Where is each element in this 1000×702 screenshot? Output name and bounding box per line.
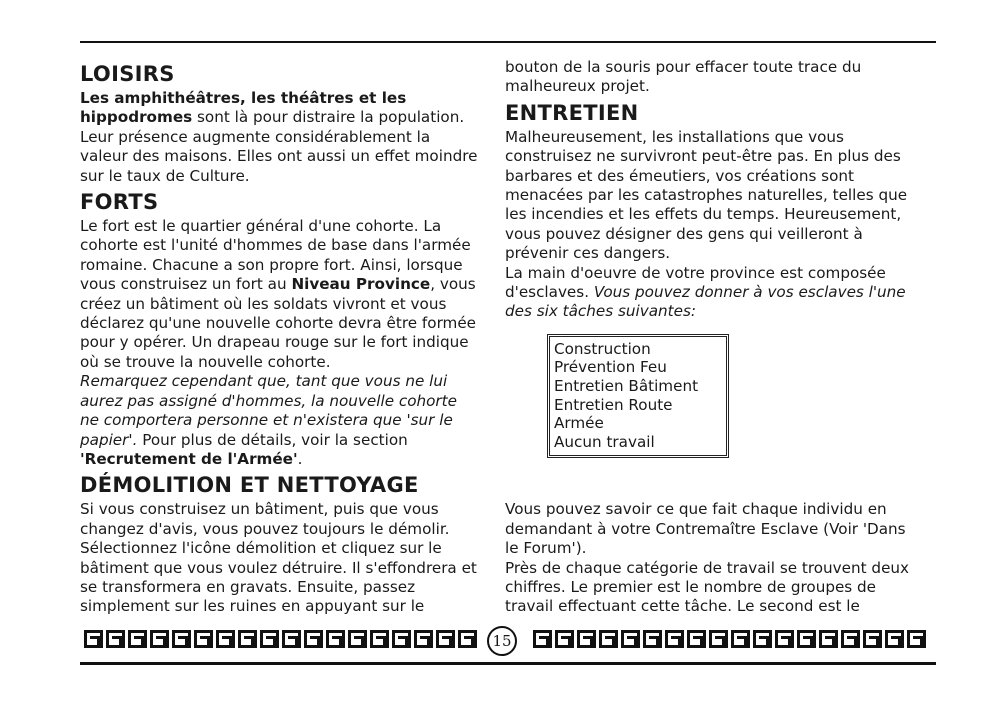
- greek-key-motif: [775, 630, 794, 648]
- entretien-p2-text: La main d'oeuvre de votre province est composée d'esclaves.: [505, 263, 886, 302]
- task-item: Construction: [554, 339, 651, 358]
- greek-key-motif: [128, 630, 147, 648]
- forts-italic: [80, 372, 480, 469]
- bottom-rule: [80, 662, 936, 665]
- greek-key-motif: [709, 630, 728, 648]
- greek-key-border-left: [84, 624, 477, 654]
- forts-p1-rest: , vous créez un bâtiment où les soldats vivront et vous déclarez qu'une nouvelle cohorte devra être formée pour y opérer. Un drapeau rouge sur le fort indique où se trouve la nouvelle cohorte.: [80, 275, 477, 371]
- heading-loisirs: LOISIRS: [80, 62, 175, 86]
- greek-key-motif: [172, 630, 191, 648]
- entretien-p1: Malheureusement, les installations que vous construisez ne survivront peut-être pas. En plus des barbares et des émeutiers, vos créations sont menacées par les catastrophes naturelles, telles que les incendies et les effets du temps. Heureusement, vous pouvez désigner des gens qui veilleront à prévenir ces dangers.: [505, 127, 908, 263]
- greek-key-motif: [819, 630, 838, 648]
- greek-key-motif: [599, 630, 618, 648]
- greek-key-motif: [392, 630, 411, 648]
- greek-key-motif: [216, 630, 235, 648]
- greek-key-motif: [414, 630, 433, 648]
- right-column: [505, 58, 915, 617]
- greek-key-motif: [863, 630, 882, 648]
- loisirs-body: sont là pour distraire la population. Leur présence augmente considérablement la valeur des maisons. Elles ont aussi un effet moindre sur le taux de Culture.: [80, 108, 478, 185]
- greek-key-motif: [907, 630, 926, 648]
- greek-key-motif: [797, 630, 816, 648]
- greek-key-motif: [841, 630, 860, 648]
- forts-p1: Le fort est le quartier général d'une cohorte. La cohorte est l'unité d'hommes de base dans l'armée romaine. Chacune a son propre fort. Ainsi, lorsque vous construisez un fort au: [80, 217, 471, 294]
- greek-key-motif: [370, 630, 389, 648]
- greek-key-motif: [84, 630, 103, 648]
- forts-italic-text: Remarquez cependant que, tant que vous ne lui aurez pas assigné d'hommes, la nouvelle cohorte ne comportera personne et n'existera que 'sur le papier'.: [80, 372, 457, 449]
- greek-key-motif: [348, 630, 367, 648]
- greek-key-motif: [555, 630, 574, 648]
- greek-key-motif: [643, 630, 662, 648]
- page-number: 15: [487, 626, 517, 656]
- greek-key-motif: [731, 630, 750, 648]
- entretien-p4: Près de chaque catégorie de travail se trouvent deux chiffres. Le premier est le nombre de groupes de travail effectuant cette tâche. Le second est le: [505, 558, 910, 616]
- greek-key-motif: [150, 630, 169, 648]
- greek-key-motif: [577, 630, 596, 648]
- greek-key-motif: [533, 630, 552, 648]
- greek-key-motif: [885, 630, 904, 648]
- entretien-p3: Vous pouvez savoir ce que fait chaque individu en demandant à votre Contremaître Esclave (Voir 'Dans le Forum').: [505, 500, 906, 558]
- task-item: Aucun travail: [554, 432, 655, 451]
- greek-key-border-right: [533, 624, 926, 654]
- heading-demolition: DÉMOLITION ET NETTOYAGE: [80, 473, 419, 498]
- greek-key-motif: [326, 630, 345, 648]
- forts-ref-prefix: Pour plus de détails, voir la section: [142, 430, 408, 449]
- forts-p1-bold: Niveau Province: [291, 275, 431, 294]
- task-item: Entretien Route: [554, 395, 673, 414]
- task-item: Armée: [554, 414, 604, 433]
- top-rule: [80, 41, 936, 43]
- greek-key-motif: [621, 630, 640, 648]
- greek-key-motif: [260, 630, 279, 648]
- entretien-p2: [505, 264, 915, 322]
- greek-key-motif: [282, 630, 301, 648]
- greek-key-motif: [687, 630, 706, 648]
- forts-text: [80, 217, 480, 372]
- greek-key-motif: [304, 630, 323, 648]
- greek-key-motif: [106, 630, 125, 648]
- greek-key-motif: [458, 630, 477, 648]
- task-item: Prévention Feu: [554, 358, 667, 377]
- loisirs-text: [80, 89, 480, 186]
- greek-key-motif: [665, 630, 684, 648]
- task-list-box: [547, 334, 729, 459]
- heading-forts: FORTS: [80, 190, 159, 215]
- task-item: Entretien Bâtiment: [554, 377, 699, 396]
- demolition-body: Si vous construisez un bâtiment, puis que vous changez d'avis, vous pouvez toujours le démolir. Sélectionnez l'icône démolition et cliquez sur le bâtiment que vous voulez détruire. Il s'effondrera et se transformera en gravats. Ensuite, passez simplement sur les ruines en appuyant sur le: [80, 500, 477, 616]
- greek-key-motif: [436, 630, 455, 648]
- left-column: [80, 58, 480, 617]
- greek-key-motif: [753, 630, 772, 648]
- greek-key-motif: [238, 630, 257, 648]
- forts-ref-end: .: [297, 449, 303, 468]
- heading-entretien: ENTRETIEN: [505, 100, 639, 125]
- forts-ref-bold: 'Recrutement de l'Armée': [80, 449, 298, 468]
- loisirs-lead: Les amphithéâtres, les théâtres et les hippodromes: [80, 89, 407, 127]
- greek-key-motif: [194, 630, 213, 648]
- entretien-p2-italic: Vous pouvez donner à vos esclaves l'une des six tâches suivantes:: [505, 283, 906, 321]
- continuation-text: bouton de la souris pour effacer toute trace du malheureux projet.: [505, 58, 862, 96]
